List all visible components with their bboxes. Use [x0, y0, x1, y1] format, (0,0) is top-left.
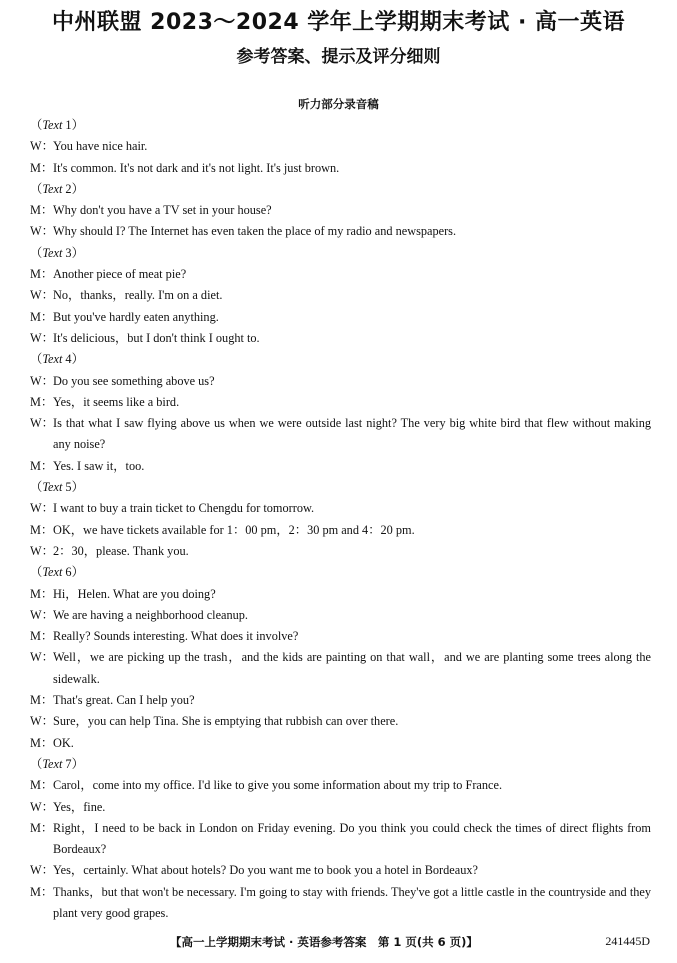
speaker-label: M：: [30, 309, 54, 324]
page-title: 中州联盟 2023～2024 学年上学期期末考试 · 高一英语: [52, 10, 625, 35]
dialogue-text: Is that what I saw flying above us when we were outside last night? The very big white bird that flew without making any noise?: [53, 416, 651, 452]
dialogue-line: [30, 733, 651, 754]
label-text: Text: [42, 480, 63, 495]
dialogue-text: Why should I? The Internet has even taken the place of my radio and newspapers.: [53, 224, 457, 239]
speaker-label: W：: [30, 416, 54, 431]
text-section-label: [30, 754, 651, 775]
label-paren: （: [30, 480, 43, 495]
label-number: 7）: [62, 756, 84, 771]
speaker-label: M：: [30, 586, 54, 601]
dialogue-line: [30, 328, 651, 349]
label-text: Text: [42, 118, 63, 132]
speaker-label: W：: [30, 224, 54, 239]
dialogue-text: But you've hardly eaten anything.: [53, 309, 219, 324]
section-title: 听力部分录音稿: [298, 97, 379, 111]
dialogue-text: Yes，fine.: [53, 799, 106, 814]
label-text: Text: [42, 352, 63, 367]
dialogue-line: [30, 221, 651, 242]
dialogue-line: [30, 392, 651, 413]
dialogue-line: [30, 136, 651, 157]
label-paren: （: [30, 756, 43, 771]
label-text: Text: [42, 565, 63, 580]
speaker-label: M：: [30, 884, 54, 899]
speaker-label: W：: [30, 607, 54, 622]
dialogue-line: [30, 307, 651, 328]
dialogue-line: [30, 285, 651, 306]
listening-transcript: [30, 115, 651, 924]
label-text: Text: [42, 756, 63, 771]
dialogue-text: Yes. I saw it，too.: [53, 458, 145, 473]
dialogue-line: [30, 860, 651, 881]
dialogue-text: Sure，you can help Tina. She is emptying that rubbish can over there.: [53, 714, 399, 729]
speaker-label: W：: [30, 543, 54, 558]
dialogue-line: [30, 413, 651, 456]
speaker-label: W：: [30, 330, 54, 345]
dialogue-line: [30, 158, 651, 179]
dialogue-line: [30, 200, 651, 221]
speaker-label: W：: [30, 139, 54, 154]
speaker-label: M：: [30, 160, 54, 175]
dialogue-line: [30, 584, 651, 605]
dialogue-text: Yes，certainly. What about hotels? Do you want me to book you a hotel in Bordeaux?: [53, 863, 478, 878]
dialogue-text: Carol，come into my office. I'd like to give you some information about my trip to France.: [53, 778, 503, 793]
dialogue-line: [30, 456, 651, 477]
speaker-label: M：: [30, 394, 54, 409]
dialogue-text: Really? Sounds interesting. What does it involve?: [53, 629, 299, 644]
dialogue-line: [30, 882, 651, 925]
dialogue-line: [30, 264, 651, 285]
speaker-label: W：: [30, 714, 54, 729]
dialogue-text: Another piece of meat pie?: [53, 267, 187, 282]
speaker-label: M：: [30, 820, 54, 835]
dialogue-line: [30, 541, 651, 562]
label-paren: （: [30, 352, 43, 367]
speaker-label: M：: [30, 267, 54, 282]
dialogue-line: [30, 520, 651, 541]
text-section-label: [30, 477, 651, 498]
label-text: Text: [42, 245, 63, 260]
dialogue-line: [30, 818, 651, 861]
dialogue-text: You have nice hair.: [53, 139, 148, 154]
speaker-label: M：: [30, 735, 54, 750]
label-paren: （: [30, 118, 43, 132]
speaker-label: M：: [30, 458, 54, 473]
dialogue-line: [30, 647, 651, 690]
dialogue-line: [30, 797, 651, 818]
label-number: 3）: [62, 245, 84, 260]
label-number: 5）: [62, 480, 84, 495]
speaker-label: W：: [30, 650, 54, 665]
dialogue-text: OK，we have tickets available for 1：00 pm，2：30 pm and 4：20 pm.: [53, 522, 415, 537]
dialogue-text: 2：30，please. Thank you.: [53, 543, 189, 558]
dialogue-text: That's great. Can I help you?: [53, 693, 195, 708]
dialogue-text: Do you see something above us?: [53, 373, 215, 388]
label-number: 2）: [62, 181, 84, 196]
dialogue-text: I want to buy a train ticket to Chengdu for tomorrow.: [53, 501, 315, 516]
speaker-label: M：: [30, 203, 54, 218]
page-subtitle: 参考答案、提示及评分细则: [236, 47, 441, 67]
dialogue-text: We are having a neighborhood cleanup.: [53, 607, 249, 622]
dialogue-text: Well，we are picking up the trash，and the kids are painting on that wall，and we are planting some trees along the sidewalk.: [53, 650, 651, 686]
label-number: 4）: [62, 352, 84, 367]
speaker-label: M：: [30, 778, 54, 793]
speaker-label: M：: [30, 629, 54, 644]
speaker-label: M：: [30, 693, 54, 708]
footer-page-info: 【高一上学期期末考试 · 英语参考答案 第 1 页(共 6 页)】: [170, 935, 478, 949]
dialogue-text: No，thanks，really. I'm on a diet.: [53, 288, 223, 303]
text-section-label: [30, 115, 651, 136]
speaker-label: W：: [30, 863, 54, 878]
label-number: 1）: [62, 118, 84, 132]
dialogue-text: Right，I need to be back in London on Friday evening. Do you think you could check the times of direct flights from Bordeaux?: [53, 820, 651, 857]
text-section-label: [30, 243, 651, 264]
dialogue-text: It's common. It's not dark and it's not light. It's just brown.: [53, 160, 340, 175]
dialogue-line: [30, 498, 651, 519]
label-paren: （: [30, 565, 43, 580]
dialogue-text: Yes，it seems like a bird.: [53, 394, 180, 409]
text-section-label: [30, 562, 651, 583]
dialogue-line: [30, 690, 651, 711]
speaker-label: W：: [30, 373, 54, 388]
dialogue-line: [30, 711, 651, 732]
dialogue-text: Hi，Helen. What are you doing?: [53, 586, 216, 601]
label-paren: （: [30, 245, 43, 260]
text-section-label: [30, 349, 651, 370]
label-paren: （: [30, 181, 43, 196]
dialogue-text: It's delicious，but I don't think I ought to.: [53, 330, 260, 345]
dialogue-line: [30, 371, 651, 392]
label-text: Text: [42, 181, 63, 196]
speaker-label: W：: [30, 288, 54, 303]
dialogue-text: OK.: [53, 735, 74, 750]
dialogue-text: Why don't you have a TV set in your house?: [53, 203, 272, 218]
dialogue-line: [30, 775, 651, 796]
dialogue-text: Thanks，but that won't be necessary. I'm going to stay with friends. They've got a little castle in the countryside and they plant very good grapes.: [53, 884, 651, 920]
speaker-label: M：: [30, 522, 54, 537]
dialogue-line: [30, 605, 651, 626]
page-footer: [0, 934, 677, 954]
dialogue-line: [30, 626, 651, 647]
label-number: 6）: [62, 565, 84, 580]
speaker-label: W：: [30, 501, 54, 516]
footer-code: 241445D: [605, 934, 650, 948]
speaker-label: W：: [30, 799, 54, 814]
text-section-label: [30, 179, 651, 200]
